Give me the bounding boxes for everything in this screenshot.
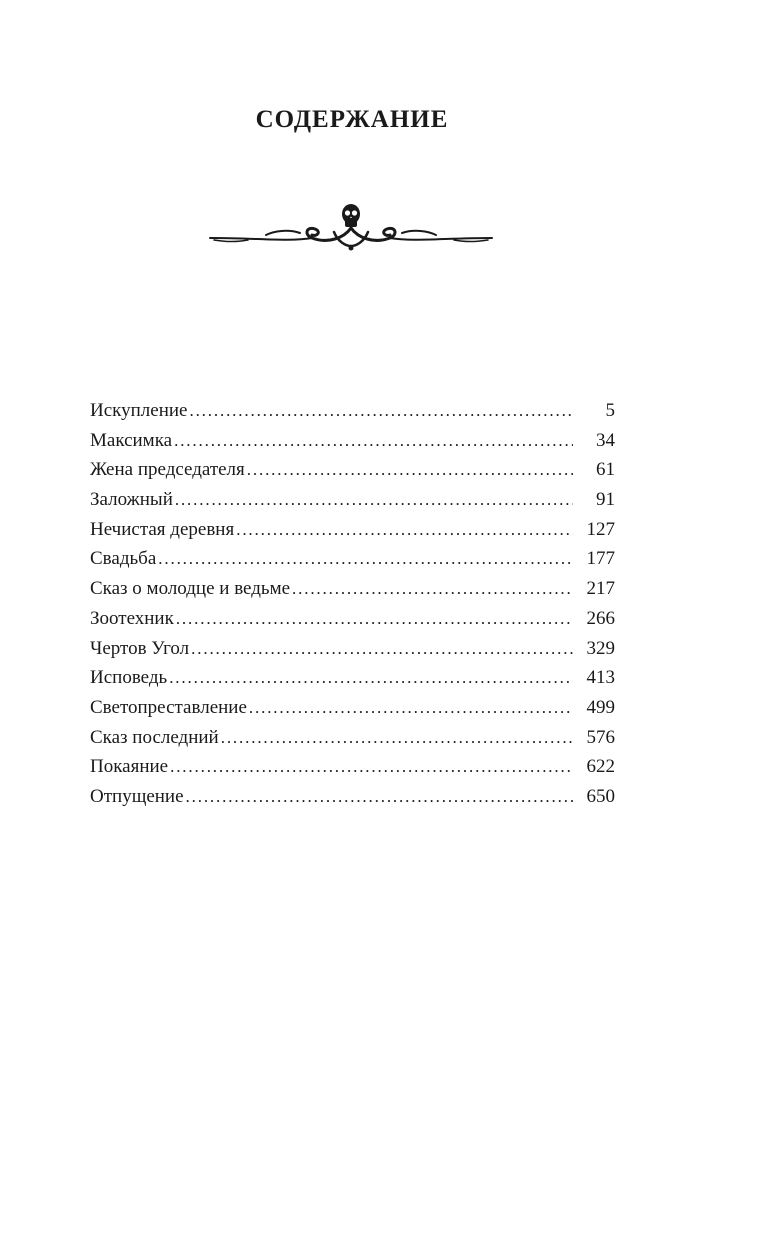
toc-entry-title: Нечистая деревня	[90, 518, 235, 540]
toc-entry-page: 622	[586, 756, 615, 778]
skull-flourish-icon	[208, 198, 494, 254]
toc-leader-dots	[158, 544, 573, 574]
toc-entry	[90, 455, 615, 485]
toc-leader-dots	[191, 634, 573, 664]
toc-entry-page: 177	[586, 548, 615, 570]
toc-leader-dots	[170, 752, 573, 782]
toc-entry-page: 217	[586, 578, 615, 600]
toc-leader-dots	[186, 782, 573, 812]
toc-entry	[90, 426, 615, 456]
toc-leader-dots	[292, 574, 573, 604]
toc-entry-page: 61	[596, 459, 615, 481]
toc-entry	[90, 515, 615, 545]
toc-entry-page: 499	[586, 696, 615, 718]
toc-leader-dots	[247, 455, 573, 485]
toc-entry-title: Покаяние	[90, 756, 169, 778]
toc-entry-title: Свадьба	[90, 548, 157, 570]
toc-entry-page: 5	[605, 400, 615, 421]
toc-entry-title: Сказ о молодце и ведьме	[90, 578, 291, 600]
toc-entry	[90, 752, 615, 782]
toc-entry-title: Сказ последний	[90, 726, 219, 748]
toc-entry-title: Зоотехник	[90, 607, 174, 629]
toc-entry	[90, 634, 615, 664]
toc-entry	[90, 574, 615, 604]
page-title: СОДЕРЖАНИЕ	[255, 106, 449, 133]
toc-entry-title: Светопреставление	[90, 696, 247, 718]
toc-entry-title: Жена председателя	[90, 459, 245, 481]
toc-entry	[90, 782, 615, 812]
toc-leader-dots	[174, 426, 573, 456]
toc-entry	[90, 693, 615, 723]
toc-entry-page: 650	[586, 785, 615, 807]
toc-entry-title: Максимка	[90, 429, 173, 451]
toc-entry	[90, 723, 615, 753]
toc-entry-page: 413	[586, 667, 615, 689]
toc-leader-dots	[175, 485, 573, 515]
toc-entry-title: Отпущение	[90, 785, 184, 807]
toc-entry-page: 127	[586, 518, 615, 540]
toc-entry	[90, 396, 615, 426]
toc-entry-title: Искупление	[90, 400, 188, 421]
toc-leader-dots	[221, 723, 573, 753]
toc-entry-page: 329	[586, 637, 615, 659]
toc-leader-dots	[249, 693, 573, 723]
table-of-contents	[90, 396, 615, 812]
toc-entry	[90, 604, 615, 634]
toc-leader-dots	[176, 604, 573, 634]
toc-leader-dots	[169, 663, 573, 693]
toc-entry	[90, 485, 615, 515]
toc-entry-page: 266	[586, 607, 615, 629]
toc-leader-dots	[189, 396, 573, 426]
toc-entry-title: Заложный	[90, 489, 173, 511]
toc-entry	[90, 663, 615, 693]
toc-entry-page: 576	[586, 726, 615, 748]
toc-entry	[90, 544, 615, 574]
toc-entry-title: Чертов Угол	[90, 637, 190, 659]
toc-leader-dots	[236, 515, 573, 545]
toc-entry-title: Исповедь	[90, 667, 168, 689]
toc-entry-page: 91	[596, 489, 615, 511]
toc-entry-page: 34	[596, 429, 615, 451]
